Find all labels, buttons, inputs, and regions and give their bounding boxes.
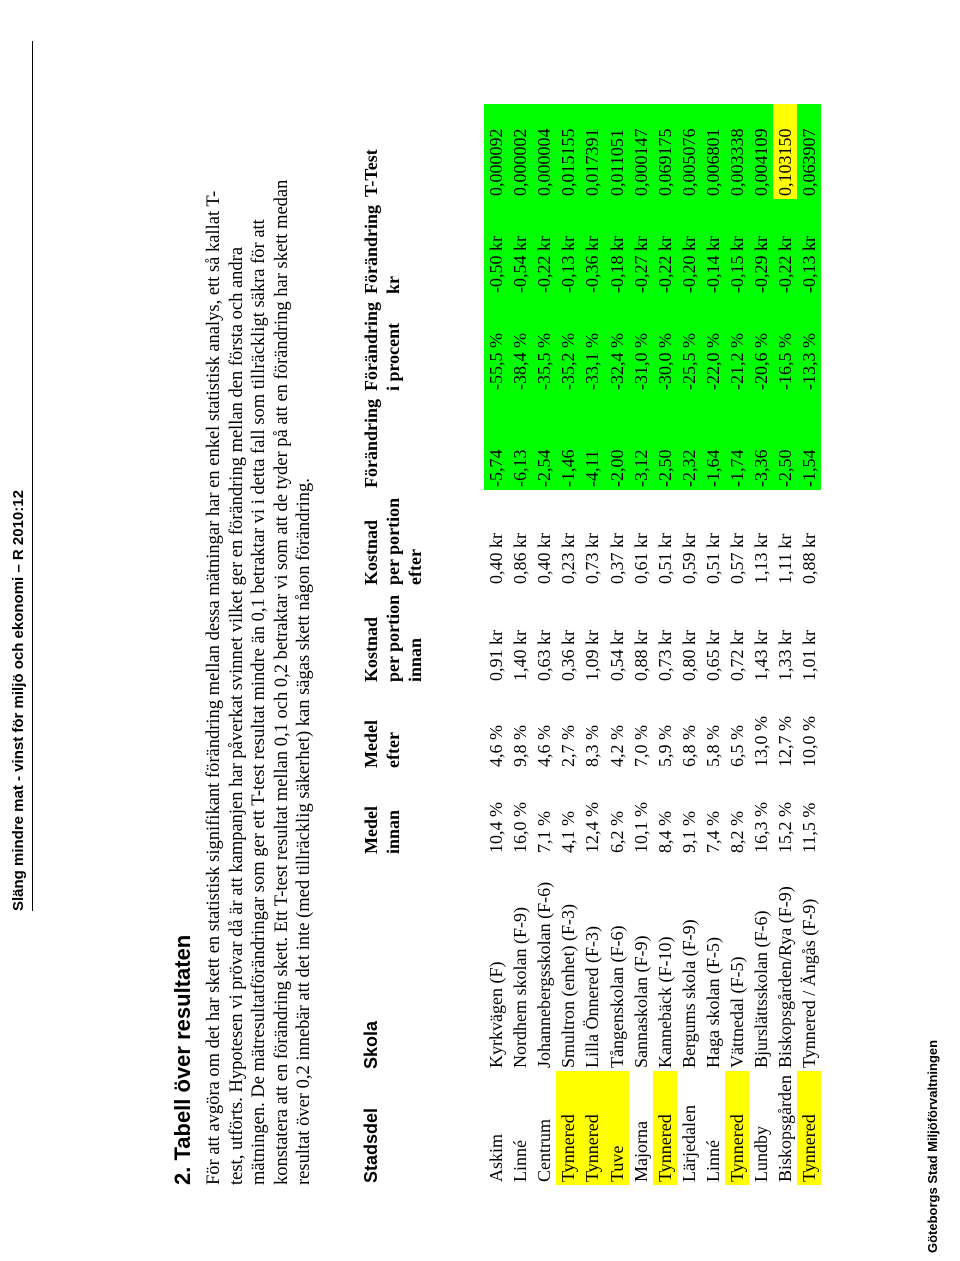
cell-forandring: -1,46 (556, 393, 580, 490)
cell-skola: Vättnedal (F-5) (726, 956, 747, 1068)
cell-forandring: -5,74 (484, 393, 508, 490)
cell-ttest: 0,000002 (508, 104, 532, 199)
cell-kostnad-innan: 0,73 kr (654, 630, 675, 681)
section-title: 2. Tabell över resultaten (170, 934, 195, 1185)
cell-forandring: -3,12 (629, 393, 653, 490)
cell-forandring-procent: -35,5 % (532, 296, 556, 393)
cell-forandring-procent: -25,5 % (677, 296, 701, 393)
results-table (360, 104, 821, 1185)
table-row (604, 104, 628, 1185)
results-body (484, 104, 821, 1185)
cell-stadsdel: Centrum (534, 1119, 555, 1182)
cell-kostnad-innan: 1,01 kr (799, 630, 820, 681)
cell-medel-efter: 4,2 % (606, 725, 627, 767)
cell-forandring-procent: -16,5 % (773, 296, 797, 393)
cell-forandring: -4,11 (580, 393, 604, 490)
table-row (580, 104, 604, 1185)
cell-ttest: 0,069175 (653, 104, 677, 199)
cell-forandring: -3,36 (749, 393, 773, 490)
cell-forandring-procent: -32,4 % (604, 296, 628, 393)
cell-kostnad-efter: 0,37 kr (606, 533, 627, 584)
cell-forandring-procent: -20,6 % (749, 296, 773, 393)
cell-medel-innan: 7,1 % (534, 811, 555, 853)
cell-stadsdel: Lärjedalen (678, 1105, 699, 1182)
header-kostnad-efter: Kostnad per portion efter (361, 497, 425, 585)
cell-stadsdel: Majorna (630, 1121, 651, 1182)
header-kostnad-innan: Kostnad per portion innan (361, 594, 425, 682)
cell-medel-efter: 13,0 % (751, 716, 772, 767)
cell-medel-innan: 10,1 % (630, 802, 651, 853)
cell-medel-innan: 16,3 % (751, 802, 772, 853)
cell-forandring-kr: -0,13 kr (797, 199, 821, 296)
cell-forandring: -1,74 (725, 393, 749, 490)
cell-medel-efter: 9,8 % (510, 725, 531, 767)
cell-ttest: 0,015155 (556, 104, 580, 199)
cell-forandring: -2,50 (653, 393, 677, 490)
intro-line: test, utförts. Hypotesen vi prövar då är att kampanjen har påverkat svinnet vilket ger en förändring mellan den första och andra (226, 246, 247, 1185)
cell-stadsdel: Tynnered (556, 1071, 580, 1185)
cell-stadsdel: Linné (702, 1140, 723, 1182)
cell-kostnad-innan: 1,33 kr (775, 630, 796, 681)
footer-org: Göteborgs Stad Miljöförvaltningen (925, 1039, 940, 1253)
cell-forandring-procent: -33,1 % (580, 296, 604, 393)
cell-medel-innan: 8,4 % (654, 811, 675, 853)
cell-skola: Biskopsgården/Rya (F-9) (775, 886, 796, 1068)
cell-ttest: 0,003338 (725, 104, 749, 199)
cell-forandring-kr: -0,15 kr (725, 199, 749, 296)
cell-ttest: 0,063907 (797, 104, 821, 199)
cell-stadsdel: Tynnered (653, 1071, 677, 1185)
cell-medel-innan: 4,1 % (558, 811, 579, 853)
cell-forandring-kr: -0,20 kr (677, 199, 701, 296)
cell-medel-innan: 15,2 % (775, 802, 796, 853)
cell-ttest: 0,103150 (773, 104, 797, 199)
cell-forandring-kr: -0,50 kr (484, 199, 508, 296)
cell-medel-efter: 5,8 % (702, 725, 723, 767)
cell-forandring: -2,00 (604, 393, 628, 490)
cell-medel-innan: 7,4 % (702, 811, 723, 853)
cell-kostnad-innan: 0,91 kr (486, 630, 507, 681)
cell-kostnad-efter: 0,23 kr (558, 533, 579, 584)
cell-kostnad-efter: 0,59 kr (678, 533, 699, 584)
cell-kostnad-innan: 1,40 kr (510, 630, 531, 681)
cell-kostnad-innan: 0,36 kr (558, 630, 579, 681)
table-row (773, 104, 797, 1185)
cell-forandring-procent: -13,3 % (797, 296, 821, 393)
cell-stadsdel: Biskopsgården (775, 1075, 796, 1182)
cell-medel-efter: 10,0 % (799, 716, 820, 767)
cell-skola: Bergums skola (F-9) (678, 919, 699, 1068)
cell-kostnad-efter: 0,86 kr (510, 533, 531, 584)
cell-kostnad-innan: 0,65 kr (702, 630, 723, 681)
running-header: Släng mindre mat - vinst för miljö och ekonomi – R 2010:12 (10, 490, 27, 911)
cell-forandring-kr: -0,22 kr (532, 199, 556, 296)
cell-medel-efter: 8,3 % (582, 725, 603, 767)
cell-forandring-kr: -0,29 kr (749, 199, 773, 296)
header-rule (32, 41, 33, 911)
cell-forandring-procent: -30,0 % (653, 296, 677, 393)
header-stadsdel: Stadsdel (361, 1107, 381, 1183)
cell-skola: Kannebäck (F-10) (654, 936, 675, 1068)
cell-medel-innan: 10,4 % (486, 802, 507, 853)
cell-forandring: -2,32 (677, 393, 701, 490)
cell-forandring-procent: -21,2 % (725, 296, 749, 393)
cell-kostnad-innan: 0,63 kr (534, 630, 555, 681)
cell-medel-innan: 9,1 % (678, 811, 699, 853)
header-forandring-procent: Förändring i procent (361, 301, 403, 391)
cell-kostnad-innan: 0,88 kr (630, 630, 651, 681)
cell-forandring-procent: -35,2 % (556, 296, 580, 393)
table-row (508, 104, 532, 1185)
cell-kostnad-efter: 1,13 kr (751, 533, 772, 584)
cell-medel-efter: 4,6 % (486, 725, 507, 767)
intro-line: För att avgöra om det har skett en statistisk signifikant förändring mellan dessa mätningar har en enkel statistisk analys, ett så kallat T- (204, 190, 224, 1185)
cell-forandring-kr: -0,54 kr (508, 199, 532, 296)
header-ttest: T-Test (361, 149, 381, 197)
cell-medel-innan: 11,5 % (799, 802, 820, 853)
cell-stadsdel: Tuve (604, 1071, 628, 1185)
intro-line: konstatera att en förändring skett. Ett T-test resultat mellan 0,1 och 0,2 betraktar vi som att de tyder på att en förändring har skett medan (271, 179, 292, 1185)
table-row (797, 104, 821, 1185)
cell-kostnad-efter: 0,88 kr (799, 533, 820, 584)
cell-forandring: -6,13 (508, 393, 532, 490)
header-forandring-kr: Förändring kr (361, 204, 403, 294)
cell-forandring-procent: -22,0 % (701, 296, 725, 393)
intro-line: mätningen. De mätresultatförändringar som ger ett T-test resultat mindre än 0,1 betraktar vi i detta fall som tillräckligt säkra för att (249, 219, 269, 1185)
cell-kostnad-efter: 0,57 kr (726, 533, 747, 584)
cell-forandring-procent: -38,4 % (508, 296, 532, 393)
cell-stadsdel: Linné (510, 1140, 531, 1182)
cell-kostnad-efter: 0,40 kr (534, 533, 555, 584)
cell-kostnad-efter: 0,51 kr (702, 533, 723, 584)
cell-forandring: -2,50 (773, 393, 797, 490)
cell-kostnad-efter: 1,11 kr (775, 533, 796, 584)
table-row (749, 104, 773, 1185)
cell-forandring-kr: -0,22 kr (773, 199, 797, 296)
cell-forandring-kr: -0,22 kr (653, 199, 677, 296)
cell-medel-innan: 16,0 % (510, 802, 531, 853)
cell-medel-efter: 2,7 % (558, 725, 579, 767)
header-medel-efter: Medel efter (361, 720, 403, 768)
cell-skola: Lilla Önnered (F-3) (582, 926, 603, 1068)
cell-stadsdel: Tynnered (725, 1071, 749, 1185)
cell-forandring: -1,64 (701, 393, 725, 490)
cell-ttest: 0,011051 (604, 104, 628, 199)
cell-ttest: 0,000092 (484, 104, 508, 199)
cell-forandring-procent: -31,0 % (629, 296, 653, 393)
cell-medel-efter: 6,8 % (678, 725, 699, 767)
cell-ttest: 0,017391 (580, 104, 604, 199)
cell-forandring-kr: -0,18 kr (604, 199, 628, 296)
cell-ttest: 0,000147 (629, 104, 653, 199)
cell-stadsdel: Tynnered (797, 1071, 821, 1185)
cell-medel-innan: 6,2 % (606, 811, 627, 853)
cell-forandring-kr: -0,36 kr (580, 199, 604, 296)
cell-skola: Tynnered / Ängås (F-9) (799, 898, 820, 1068)
cell-kostnad-innan: 1,43 kr (751, 630, 772, 681)
cell-ttest: 0,004109 (749, 104, 773, 199)
table-row (556, 104, 580, 1185)
cell-ttest: 0,006801 (701, 104, 725, 199)
header-skola: Skola (361, 1020, 381, 1069)
cell-kostnad-efter: 0,40 kr (486, 533, 507, 584)
table-row (677, 104, 701, 1185)
cell-kostnad-efter: 0,61 kr (630, 533, 651, 584)
cell-medel-innan: 12,4 % (582, 802, 603, 853)
header-medel-innan: Medel innan (361, 806, 403, 854)
cell-forandring: -2,54 (532, 393, 556, 490)
cell-medel-efter: 5,9 % (654, 725, 675, 767)
table-row (701, 104, 725, 1185)
cell-skola: Tångenskolan (F-6) (606, 925, 627, 1068)
cell-medel-efter: 6,5 % (726, 725, 747, 767)
cell-kostnad-efter: 0,51 kr (654, 533, 675, 584)
cell-forandring-kr: -0,13 kr (556, 199, 580, 296)
table-row (532, 104, 556, 1185)
table-row (653, 104, 677, 1185)
table-row (725, 104, 749, 1185)
cell-stadsdel: Askim (486, 1133, 507, 1182)
cell-forandring-kr: -0,14 kr (701, 199, 725, 296)
cell-medel-efter: 7,0 % (630, 725, 651, 767)
cell-stadsdel: Lundby (751, 1126, 772, 1182)
cell-stadsdel: Tynnered (580, 1071, 604, 1185)
cell-kostnad-innan: 1,09 kr (582, 630, 603, 681)
cell-skola: Haga skolan (F-5) (702, 937, 723, 1068)
cell-forandring-kr: -0,27 kr (629, 199, 653, 296)
cell-skola: Smultron (enhet) (F-3) (558, 904, 579, 1068)
cell-skola: Kyrkvägen (F) (486, 961, 507, 1068)
table-row (629, 104, 653, 1185)
cell-kostnad-innan: 0,54 kr (606, 630, 627, 681)
cell-ttest: 0,000004 (532, 104, 556, 199)
cell-ttest: 0,005076 (677, 104, 701, 199)
cell-medel-innan: 8,2 % (726, 811, 747, 853)
cell-skola: Bjurslättsskolan (F-6) (751, 910, 772, 1068)
cell-medel-efter: 12,7 % (775, 716, 796, 767)
cell-skola: Johannebergsskolan (F-6) (534, 881, 555, 1068)
cell-skola: Nordhem skolan (F-9) (510, 907, 531, 1068)
table-row (484, 104, 508, 1185)
intro-line: resultat över 0,2 innebär att det inte (med tillräcklig säkerhet) kan sägas skett någon förändring. (294, 478, 314, 1185)
cell-skola: Sannaskolan (F-9) (630, 935, 651, 1068)
table-header-row (360, 104, 484, 1185)
cell-forandring-procent: -55,5 % (484, 296, 508, 393)
header-forandring: Förändring (361, 398, 381, 488)
cell-forandring: -1,54 (797, 393, 821, 490)
cell-medel-efter: 4,6 % (534, 725, 555, 767)
intro-paragraph (203, 25, 316, 1185)
cell-kostnad-efter: 0,73 kr (582, 533, 603, 584)
cell-kostnad-innan: 0,80 kr (678, 630, 699, 681)
cell-kostnad-innan: 0,72 kr (726, 630, 747, 681)
